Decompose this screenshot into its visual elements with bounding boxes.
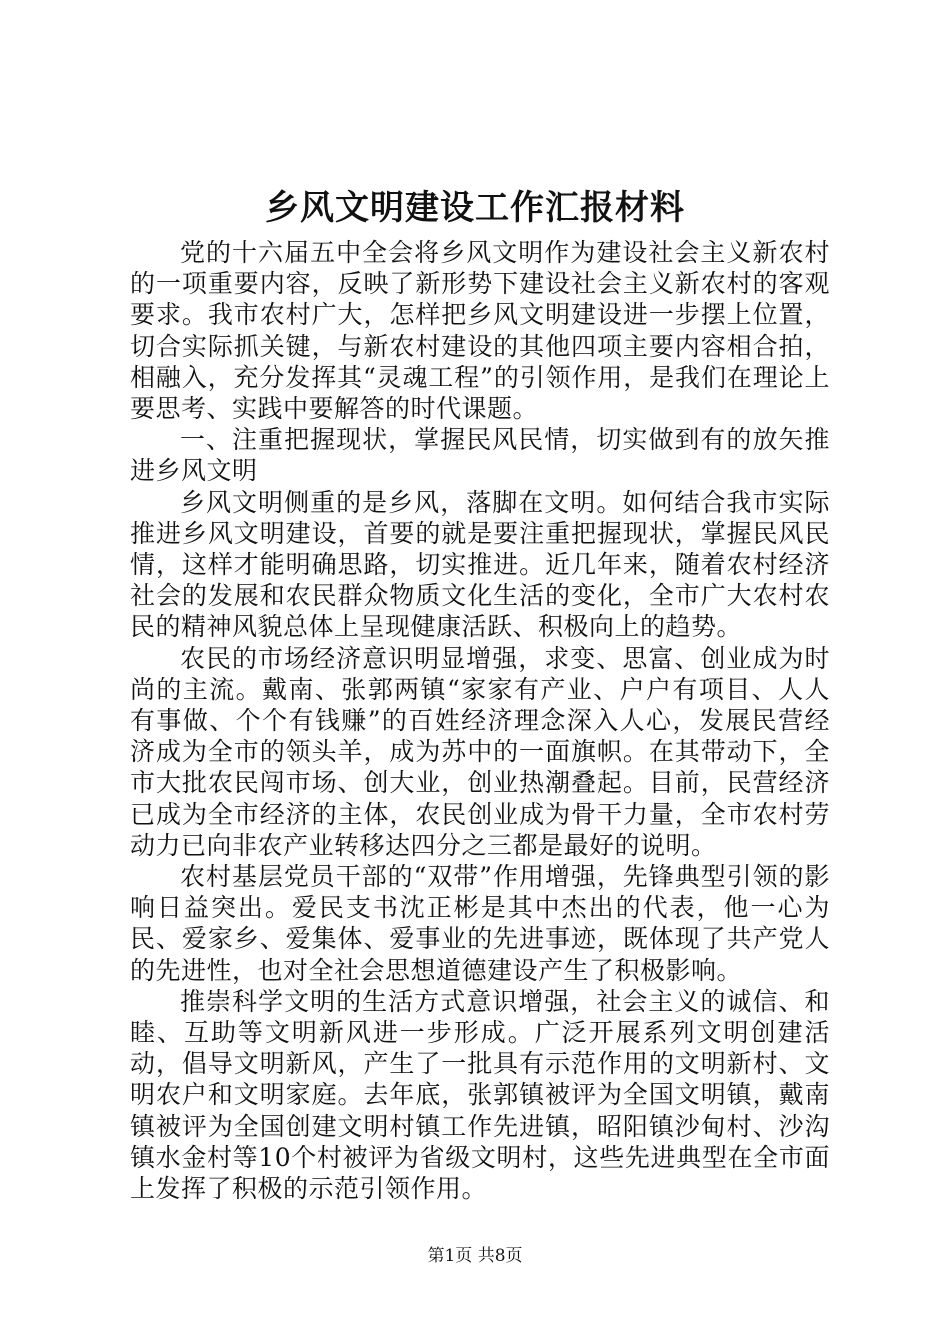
paragraph: 农村基层党员干部的“双带”作用增强，先锋典型引领的影响日益突出。爱民支书沈正彬是其中杰出的代表，他一心为民、爱家乡、爱集体、爱事业的先进事迹，既体现了共产党人的先进性，也对全社会思想道德建设产生了积极影响。 (130, 862, 830, 985)
paragraph: 推崇科学文明的生活方式意识增强，社会主义的诚信、和睦、互助等文明新风进一步形成。广泛开展系列文明创建活动，倡导文明新风，产生了一批具有示范作用的文明新村、文明农户和文明家庭。去年底，张郭镇被评为全国文明镇，戴南镇被评为全国创建文明村镇工作先进镇，昭阳镇沙甸村、沙沟镇水金村等10个村被评为省级文明村，这些先进典型在全市面上发挥了积极的示范引领作用。 (130, 986, 830, 1204)
document-title: 乡风文明建设工作汇报材料 (265, 188, 685, 228)
paragraph: 农民的市场经济意识明显增强，求变、思富、创业成为时尚的主流。戴南、张郭两镇“家家有产业、户户有项目、人人有事做、个个有钱赚”的百姓经济理念深入人心，发展民营经济成为全市的领头羊，成为苏中的一面旗帜。在其带动下，全市大批农民闯市场、创大业，创业热潮叠起。目前，民营经济已成为全市经济的主体，农民创业成为骨干力量，全市农村劳动力已向非农产业转移达四分之三都是最好的说明。 (130, 643, 830, 860)
page-number-footer: 第1页 共8页 (427, 1246, 523, 1266)
document-body (130, 237, 830, 1204)
section-heading-1: 一、注重把握现状，掌握民风民情，切实做到有的放矢推进乡风文明 (130, 425, 830, 486)
paragraph: 乡风文明侧重的是乡风，落脚在文明。如何结合我市实际推进乡风文明建设，首要的就是要注重把握现状，掌握民风民情，这样才能明确思路，切实推进。近几年来，随着农村经济社会的发展和农民群众物质文化生活的变化，全市广大农村农民的精神风貌总体上呈现健康活跃、积极向上的趋势。 (130, 487, 830, 642)
paragraph-intro: 党的十六届五中全会将乡风文明作为建设社会主义新农村的一项重要内容，反映了新形势下建设社会主义新农村的客观要求。我市农村广大，怎样把乡风文明建设进一步摆上位置，切合实际抓关键，与新农村建设的其他四项主要内容相合拍，相融入，充分发挥其“灵魂工程”的引领作用，是我们在理论上要思考、实践中要解答的时代课题。 (130, 238, 830, 424)
